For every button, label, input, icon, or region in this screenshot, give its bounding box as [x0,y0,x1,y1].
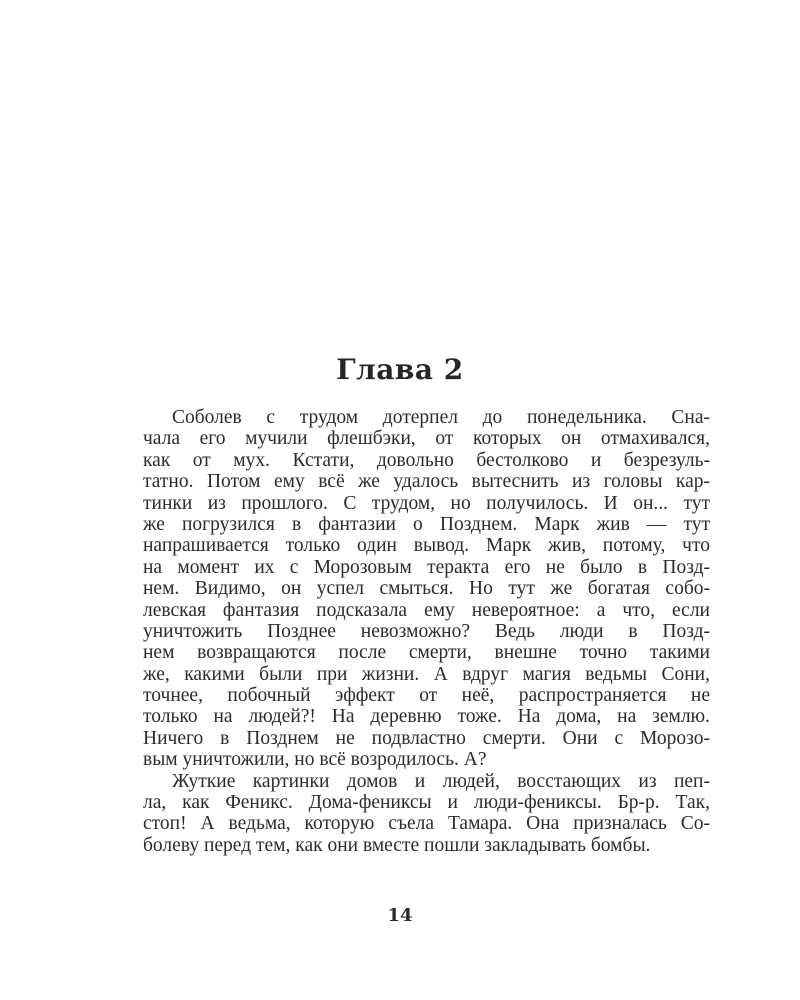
text-line: болеву перед тем, как они вместе пошли закладывать бомбы. [143,834,651,856]
text-line: ла, как Феникс. Дома-фениксы и люди-фениксы. Бр-р. Так, [143,792,710,814]
text-line: чала его мучили флешбэки, от которых он отмахивался, [143,428,710,450]
text-line: нем возвращаются после смерти, внешне точно такими [143,642,710,664]
chapter-title: Глава 2 [336,353,464,386]
text-line: левская фантазия подсказала ему невероятное: а что, если [143,599,710,621]
text-line: Жуткие картинки домов и людей, восстающих из пеп- [172,770,710,792]
text-line: же погрузился в фантазии о Позднем. Марк жив — тут [143,513,710,535]
chapter-body [143,407,710,856]
text-line: нем. Видимо, он успел смыться. Но тут же богатая собо- [143,578,710,600]
text-line: тинки из прошлого. С трудом, но получилось. И он... тут [143,492,710,514]
text-line: напрашивается только один вывод. Марк жив, потому, что [143,535,710,557]
text-line: только на людей?! На деревню тоже. На дома, на землю. [143,706,710,728]
text-line: точнее, побочный эффект от неё, распространяется не [143,685,710,707]
text-line: вым уничтожили, но всё возродилось. А? [143,749,487,771]
text-line: на момент их с Морозовым теракта его не было в Позд- [143,556,710,578]
text-line: как от мух. Кстати, довольно бестолково и безрезуль- [143,449,710,471]
text-line: стоп! А ведьма, которую съела Тамара. Она призналась Со- [143,813,710,835]
paragraph [143,771,710,857]
text-line: Соболев с трудом дотерпел до понедельника. Сна- [172,407,710,428]
paragraph [143,407,710,771]
text-line: же, какими были при жизни. А вдруг магия ведьмы Сони, [143,663,710,685]
page-number: 14 [387,905,413,926]
text-line: татно. Потом ему всё же удалось вытеснить из головы кар- [143,471,710,493]
text-line: уничтожить Позднее невозможно? Ведь люди в Позд- [143,620,710,642]
text-line: Ничего в Позднем не подвластно смерти. Они с Морозо- [143,727,710,749]
